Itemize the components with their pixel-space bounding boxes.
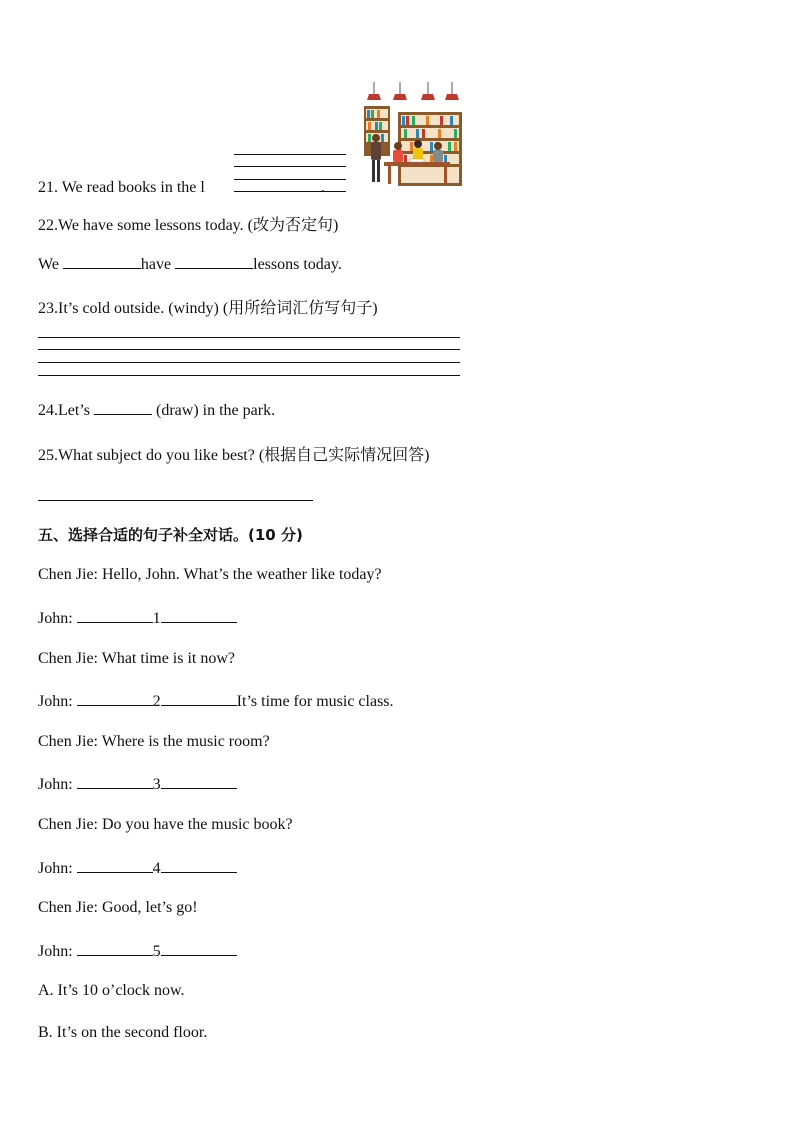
answer-blank[interactable]	[161, 858, 237, 873]
dialogue-text: Good, let’s go!	[102, 899, 198, 916]
speaker: Chen Jie:	[38, 650, 98, 667]
question-prompt: 22.We have some lessons today. (改为否定句)	[38, 217, 339, 234]
section-title: 五、选择合适的句子补全对话。(10 分)	[38, 526, 303, 544]
question-text: 24.Let’s	[38, 402, 94, 419]
blank-number: 4	[152, 860, 161, 877]
dialogue-line	[38, 608, 237, 628]
dialogue-line	[38, 774, 237, 794]
answer-blank[interactable]	[175, 254, 253, 269]
dialogue-line	[38, 899, 198, 917]
option-b: B. It’s on the second floor.	[38, 1024, 208, 1041]
answer-line	[38, 375, 460, 376]
answer-blank[interactable]	[77, 691, 153, 706]
answer-line	[38, 362, 460, 363]
answer-line	[234, 166, 346, 167]
dialogue-line	[38, 858, 237, 878]
dialogue-text: Do you have the music book?	[102, 816, 293, 833]
question-23	[38, 295, 378, 318]
answer-blank[interactable]	[77, 774, 153, 789]
answer-blank[interactable]	[77, 941, 153, 956]
dialogue-line	[38, 691, 394, 711]
question-number: 21	[38, 179, 54, 196]
library-illustration	[360, 82, 464, 188]
question-prompt: 23.It’s cold outside. (windy) (用所给词汇仿写句子)	[38, 300, 378, 317]
question-24	[38, 400, 275, 420]
speaker: Chen Jie:	[38, 566, 98, 583]
speaker: John:	[38, 943, 73, 960]
answer-blank[interactable]	[161, 691, 237, 706]
question-text: (draw) in the park.	[152, 402, 276, 419]
dialogue-line	[38, 941, 237, 961]
answer-line	[38, 500, 313, 501]
dialogue-text: Hello, John. What’s the weather like today?	[102, 566, 382, 583]
dialogue-text: What time is it now?	[101, 650, 236, 667]
answer-text: lessons today.	[253, 256, 342, 273]
speaker: John:	[38, 693, 73, 710]
blank-number: 3	[152, 776, 161, 793]
answer-text: We	[38, 256, 63, 273]
question-text: . We read books in the l	[54, 179, 205, 196]
answer-blank[interactable]	[94, 400, 152, 415]
question-22	[38, 212, 338, 235]
answer-line	[38, 349, 460, 350]
answer-line	[234, 154, 346, 155]
option-a: A. It’s 10 o’clock now.	[38, 982, 185, 999]
answer-blank[interactable]	[77, 858, 153, 873]
dialogue-line	[38, 650, 235, 668]
answer-blank[interactable]	[77, 608, 153, 623]
blank-number: 1	[152, 610, 161, 627]
question-21	[38, 179, 325, 197]
answer-text: have	[140, 256, 176, 273]
question-25	[38, 442, 430, 465]
dialogue-text: It’s time for music class.	[236, 693, 394, 710]
speaker: Chen Jie:	[38, 899, 98, 916]
speaker: Chen Jie:	[38, 816, 98, 833]
answer-line	[38, 337, 460, 338]
blank-number: 5	[152, 943, 161, 960]
dialogue-line	[38, 816, 293, 834]
answer-blank[interactable]	[161, 774, 237, 789]
question-end: .	[320, 179, 325, 196]
dialogue-line	[38, 733, 270, 751]
blank-number: 2	[152, 693, 161, 710]
speaker: Chen Jie:	[38, 733, 98, 750]
answer-blank[interactable]	[161, 941, 237, 956]
answer-22	[38, 254, 342, 274]
speaker: John:	[38, 776, 73, 793]
speaker: John:	[38, 610, 73, 627]
dialogue-text: Where is the music room?	[101, 733, 270, 750]
answer-blank[interactable]	[161, 608, 237, 623]
dialogue-line	[38, 566, 382, 584]
answer-blank[interactable]	[63, 254, 141, 269]
speaker: John:	[38, 860, 73, 877]
question-prompt: 25.What subject do you like best? (根据自己实际情况回答)	[38, 447, 430, 464]
